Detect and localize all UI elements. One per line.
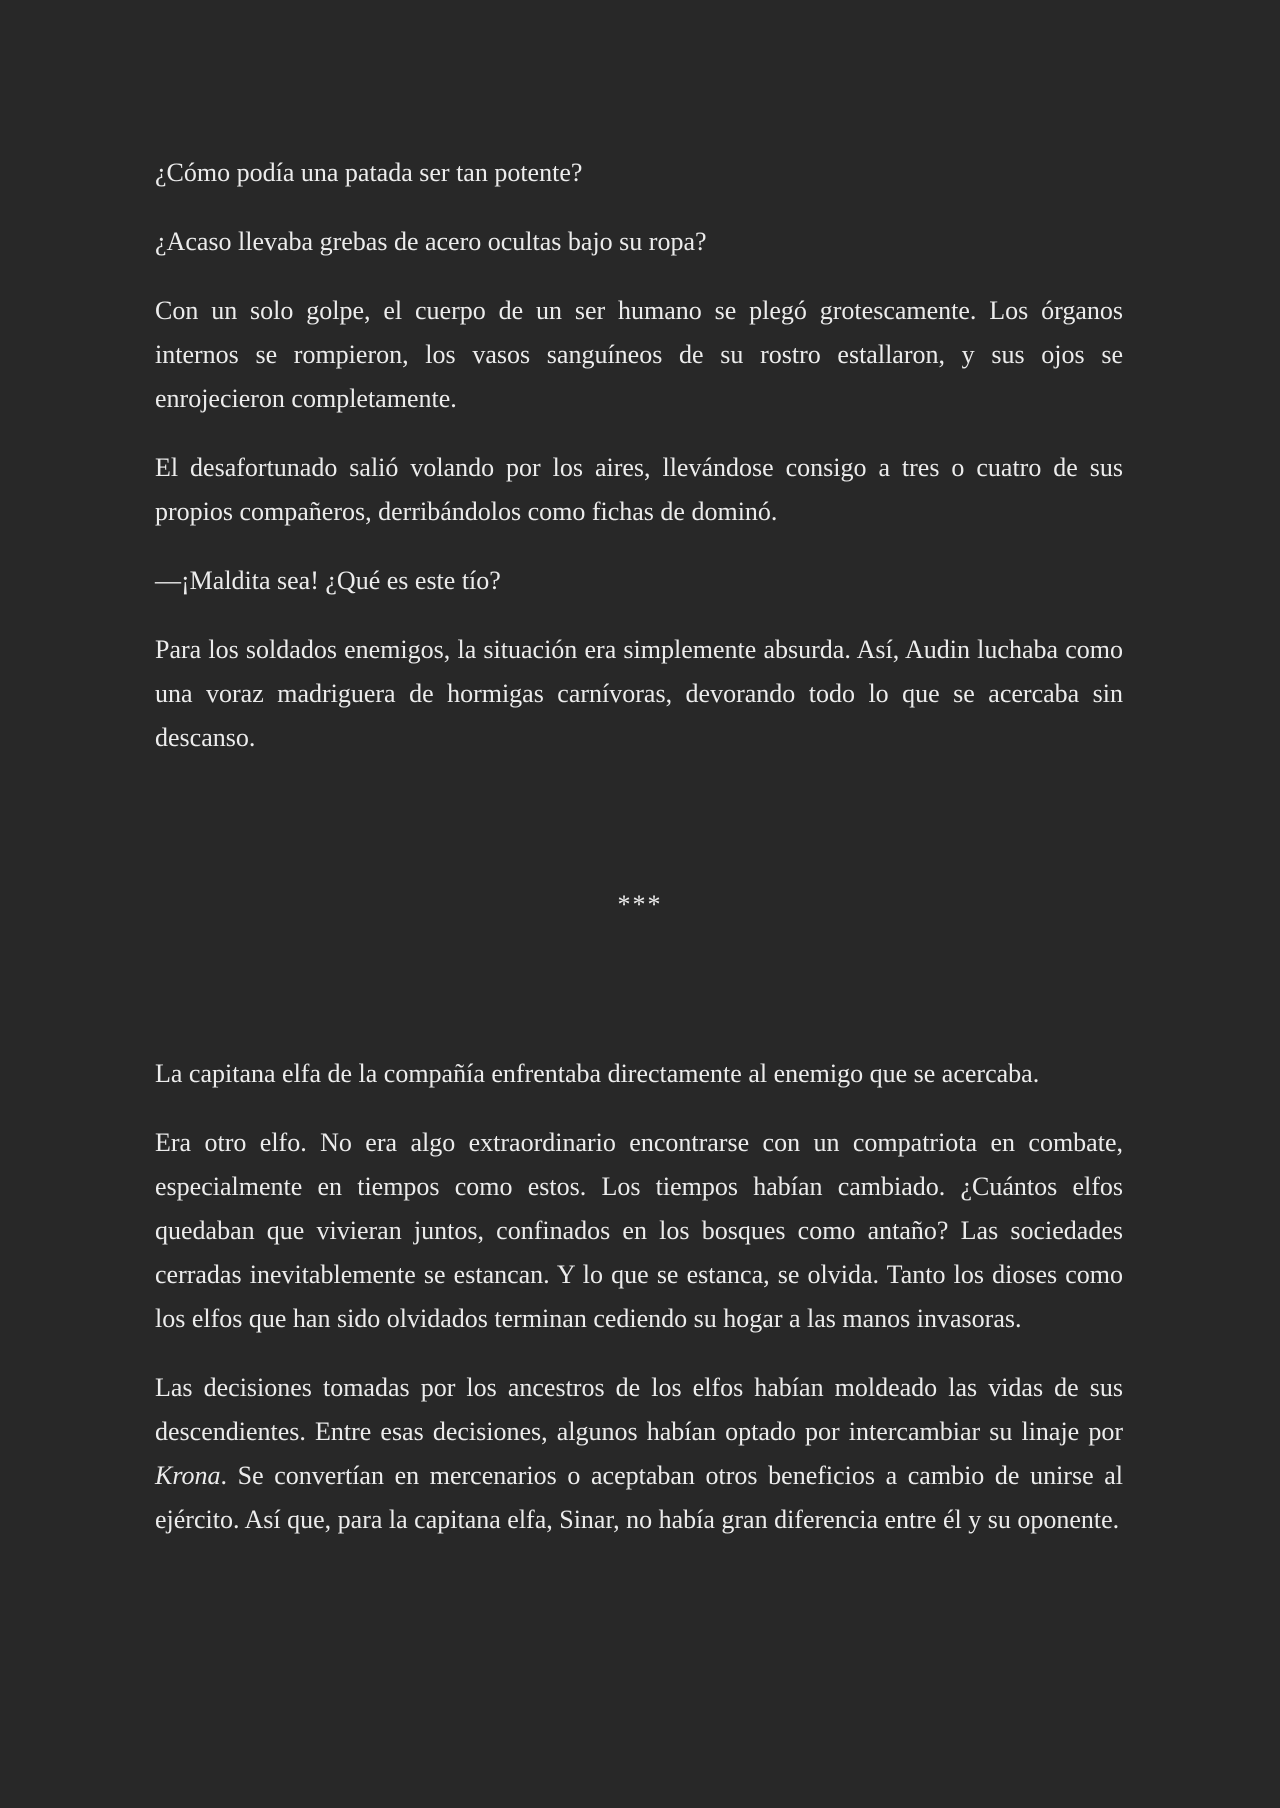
paragraph-text: . Se convertían en mercenarios o aceptaban otros beneficios a cambio de unirse al ejército. Así que, para la capitana elfa, Sinar, no había gran diferencia entre él y su oponente. (155, 1461, 1123, 1534)
paragraph: El desafortunado salió volando por los aires, llevándose consigo a tres o cuatro de sus propios compañeros, derribándolos como fichas de dominó. (155, 453, 1123, 526)
paragraph: Con un solo golpe, el cuerpo de un ser humano se plegó grotescamente. Los órganos internos se rompieron, los vasos sanguíneos de su rostro estallaron, y sus ojos se enrojecieron completamente. (155, 296, 1123, 413)
paragraph: Era otro elfo. No era algo extraordinario encontrarse con un compatriota en combate, especialmente en tiempos como estos. Los tiempos habían cambiado. ¿Cuántos elfos quedaban que vivieran juntos, confinados en los bosques como antaño? Las sociedades cerradas inevitablemente se estancan. Y lo que se estanca, se olvida. Tanto los dioses como los elfos que han sido olvidados terminan cediendo su hogar a las manos invasoras. (155, 1128, 1123, 1333)
text-section-1 (155, 151, 1123, 760)
dialogue-paragraph: —¡Maldita sea! ¿Qué es este tío? (155, 566, 501, 595)
paragraph-text: Las decisiones tomadas por los ancestros de los elfos habían moldeado las vidas de sus descendientes. Entre esas decisiones, algunos habían optado por intercambiar su linaje por (155, 1373, 1123, 1446)
paragraph: ¿Cómo podía una patada ser tan potente? (155, 158, 583, 187)
scene-separator: *** (617, 890, 663, 919)
paragraph: La capitana elfa de la compañía enfrentaba directamente al enemigo que se acercaba. (155, 1059, 1040, 1088)
paragraph (155, 1366, 1123, 1542)
text-section-2 (155, 1052, 1123, 1542)
paragraph: ¿Acaso llevaba grebas de acero ocultas bajo su ropa? (155, 227, 707, 256)
emphasized-word: Krona (155, 1461, 221, 1490)
paragraph: Para los soldados enemigos, la situación era simplemente absurda. Así, Audin luchaba como una voraz madriguera de hormigas carnívoras, devorando todo lo que se acercaba sin descanso. (155, 635, 1123, 752)
